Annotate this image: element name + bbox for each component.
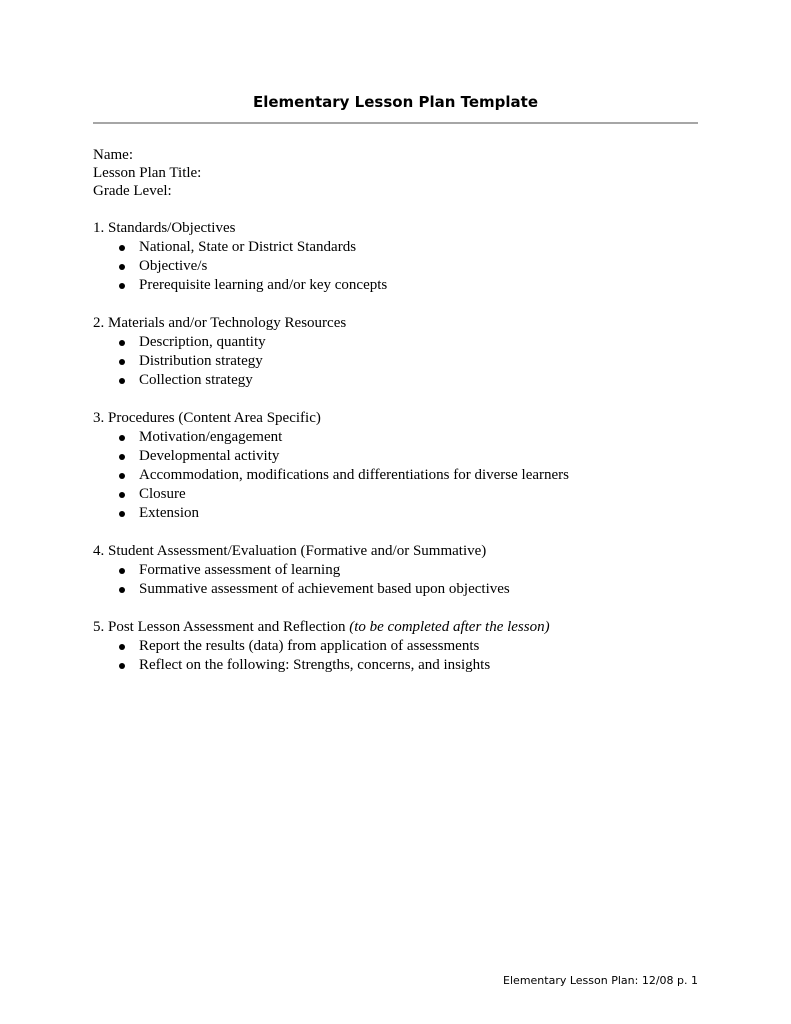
document-body: [93, 146, 698, 675]
section-standards-objectives: [93, 219, 698, 295]
list-item: [93, 352, 698, 371]
bullet-list: [93, 561, 698, 599]
section-heading: [93, 542, 698, 561]
section-post-lesson-reflection: [93, 618, 698, 675]
list-item-text: Report the results (data) from application of assessments: [139, 638, 480, 654]
section-materials-resources: [93, 314, 698, 390]
bullet-icon: [119, 587, 125, 593]
list-item-text: Closure: [139, 486, 186, 502]
list-item-text: Summative assessment of achievement based upon objectives: [139, 581, 510, 597]
header-fields: [93, 146, 698, 200]
list-item-text: Prerequisite learning and/or key concepts: [139, 277, 388, 293]
bullet-icon: [119, 283, 125, 289]
list-item-text: National, State or District Standards: [139, 239, 357, 255]
list-item-text: Description, quantity: [139, 334, 266, 350]
section-heading-text: 3. Procedures (Content Area Specific): [93, 410, 321, 426]
bullet-icon: [119, 435, 125, 441]
page-title: Elementary Lesson Plan Template: [252, 93, 539, 111]
section-heading: [93, 219, 698, 238]
bullet-icon: [119, 245, 125, 251]
list-item-text: Reflect on the following: Strengths, concerns, and insights: [139, 657, 491, 673]
list-item: [93, 504, 698, 523]
bullet-icon: [119, 340, 125, 346]
section-heading-text: 2. Materials and/or Technology Resources: [93, 315, 347, 331]
list-item: [93, 428, 698, 447]
field-grade-level: Grade Level:: [93, 183, 172, 199]
field-lesson-plan-title: Lesson Plan Title:: [93, 165, 202, 181]
list-item-text: Formative assessment of learning: [139, 562, 341, 578]
list-item-text: Accommodation, modifications and differentiations for diverse learners: [139, 467, 570, 483]
bullet-icon: [119, 492, 125, 498]
bullet-icon: [119, 359, 125, 365]
list-item-text: Developmental activity: [139, 448, 280, 464]
title-divider: [93, 122, 698, 124]
list-item-text: Collection strategy: [139, 372, 253, 388]
section-note: (to be completed after the lesson): [349, 619, 550, 635]
bullet-list: [93, 333, 698, 390]
bullet-icon: [119, 663, 125, 669]
list-item-text: Extension: [139, 505, 199, 521]
list-item: [93, 561, 698, 580]
bullet-icon: [119, 454, 125, 460]
section-heading-text: 4. Student Assessment/Evaluation (Formative and/or Summative): [93, 543, 487, 559]
section-student-assessment: [93, 542, 698, 599]
bullet-icon: [119, 473, 125, 479]
section-heading: [93, 314, 698, 333]
list-item: [93, 580, 698, 599]
section-heading: [93, 409, 698, 428]
section-heading-text: 5. Post Lesson Assessment and Reflection: [93, 619, 350, 635]
list-item: [93, 656, 698, 675]
list-item-text: Distribution strategy: [139, 353, 263, 369]
list-item: [93, 238, 698, 257]
list-item: [93, 371, 698, 390]
list-item: [93, 637, 698, 656]
bullet-icon: [119, 644, 125, 650]
list-item: [93, 447, 698, 466]
list-item: [93, 257, 698, 276]
section-heading: [93, 618, 698, 637]
list-item-text: Objective/s: [139, 258, 208, 274]
field-name: Name:: [93, 147, 133, 163]
bullet-list: [93, 428, 698, 523]
page-footer: Elementary Lesson Plan: 12/08 p. 1: [503, 974, 698, 987]
bullet-icon: [119, 378, 125, 384]
list-item: [93, 485, 698, 504]
bullet-icon: [119, 568, 125, 574]
list-item-text: Motivation/engagement: [139, 429, 283, 445]
list-item: [93, 466, 698, 485]
section-procedures: [93, 409, 698, 523]
bullet-list: [93, 238, 698, 295]
list-item: [93, 276, 698, 295]
bullet-list: [93, 637, 698, 675]
list-item: [93, 333, 698, 352]
bullet-icon: [119, 264, 125, 270]
section-heading-text: 1. Standards/Objectives: [93, 220, 236, 236]
bullet-icon: [119, 511, 125, 517]
